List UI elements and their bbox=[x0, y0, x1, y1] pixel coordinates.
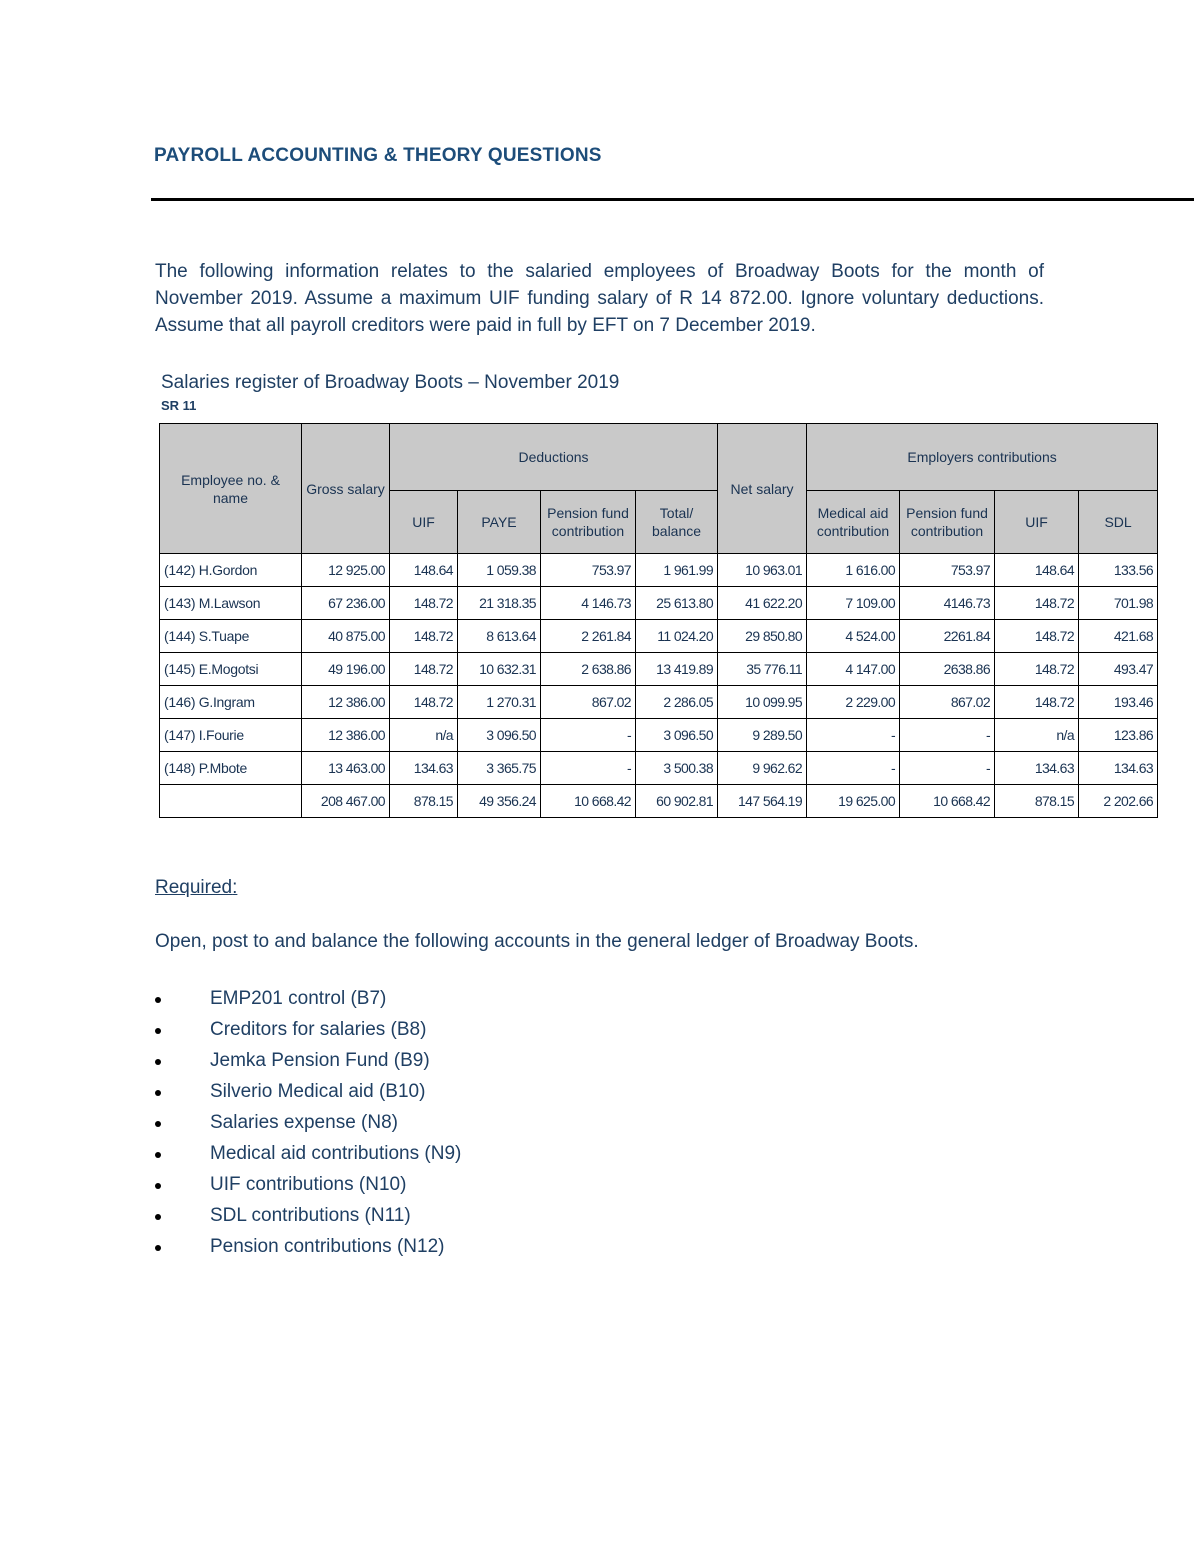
cell-gross: 49 196.00 bbox=[302, 653, 390, 686]
cell-net: 41 622.20 bbox=[718, 587, 807, 620]
total-net: 147 564.19 bbox=[718, 785, 807, 818]
cell-emp-uif: 148.64 bbox=[995, 554, 1079, 587]
total-paye: 49 356.24 bbox=[458, 785, 541, 818]
header-total-balance: Total/ balance bbox=[636, 491, 718, 554]
cell-net: 35 776.11 bbox=[718, 653, 807, 686]
list-item bbox=[155, 1234, 461, 1265]
list-item bbox=[155, 1110, 461, 1141]
list-item bbox=[155, 986, 461, 1017]
register-code: SR 11 bbox=[161, 398, 197, 413]
cell-medical: 4 524.00 bbox=[807, 620, 900, 653]
header-net-salary: Net salary bbox=[718, 424, 807, 554]
employee-name-cell: (147) I.Fourie bbox=[160, 719, 302, 752]
accounts-list bbox=[155, 986, 461, 1265]
table-row bbox=[160, 587, 1158, 620]
cell-emp-pension: 2261.84 bbox=[900, 620, 995, 653]
intro-paragraph: The following information relates to the salaried employees of Broadway Boots for the month of November 2019. Assume a maximum UIF funding salary of R 14 872.00. Ignore voluntary deductions. Assume that all payroll creditors were paid in full by EFT on 7 December 2019. bbox=[155, 261, 1044, 336]
header-employer-uif: UIF bbox=[995, 491, 1079, 554]
table-row bbox=[160, 752, 1158, 785]
total-gross: 208 467.00 bbox=[302, 785, 390, 818]
cell-emp-pension: - bbox=[900, 752, 995, 785]
account-label: UIF contributions (N10) bbox=[210, 1174, 407, 1195]
cell-pension: 867.02 bbox=[541, 686, 636, 719]
header-medical-aid: Medical aid contribution bbox=[807, 491, 900, 554]
employee-name-cell: (144) S.Tuape bbox=[160, 620, 302, 653]
cell-medical: - bbox=[807, 752, 900, 785]
cell-net: 29 850.80 bbox=[718, 620, 807, 653]
account-label: Pension contributions (N12) bbox=[210, 1236, 445, 1257]
cell-uif: n/a bbox=[390, 719, 458, 752]
header-sdl: SDL bbox=[1079, 491, 1158, 554]
salaries-register-table bbox=[159, 423, 1158, 818]
cell-emp-pension: 867.02 bbox=[900, 686, 995, 719]
totals-blank-cell bbox=[160, 785, 302, 818]
cell-net: 10 099.95 bbox=[718, 686, 807, 719]
bullet-icon bbox=[155, 1121, 161, 1127]
cell-sdl: 493.47 bbox=[1079, 653, 1158, 686]
list-item bbox=[155, 1048, 461, 1079]
cell-paye: 10 632.31 bbox=[458, 653, 541, 686]
account-label: Medical aid contributions (N9) bbox=[210, 1143, 462, 1164]
cell-emp-uif: 148.72 bbox=[995, 686, 1079, 719]
cell-pension: 753.97 bbox=[541, 554, 636, 587]
bullet-icon bbox=[155, 1090, 161, 1096]
cell-pension: - bbox=[541, 752, 636, 785]
cell-medical: 1 616.00 bbox=[807, 554, 900, 587]
cell-pension: - bbox=[541, 719, 636, 752]
cell-paye: 8 613.64 bbox=[458, 620, 541, 653]
cell-emp-uif: 148.72 bbox=[995, 587, 1079, 620]
cell-uif: 148.72 bbox=[390, 653, 458, 686]
header-uif: UIF bbox=[390, 491, 458, 554]
cell-sdl: 193.46 bbox=[1079, 686, 1158, 719]
table-row bbox=[160, 686, 1158, 719]
bullet-icon bbox=[155, 1183, 161, 1189]
cell-uif: 148.72 bbox=[390, 587, 458, 620]
cell-gross: 12 925.00 bbox=[302, 554, 390, 587]
total-medical: 19 625.00 bbox=[807, 785, 900, 818]
required-label: Required: bbox=[155, 877, 238, 898]
list-item bbox=[155, 1141, 461, 1172]
cell-net: 10 963.01 bbox=[718, 554, 807, 587]
cell-paye: 3 365.75 bbox=[458, 752, 541, 785]
account-label: Silverio Medical aid (B10) bbox=[210, 1081, 426, 1102]
cell-sdl: 133.56 bbox=[1079, 554, 1158, 587]
employee-name-cell: (145) E.Mogotsi bbox=[160, 653, 302, 686]
cell-total: 1 961.99 bbox=[636, 554, 718, 587]
account-label: Creditors for salaries (B8) bbox=[210, 1019, 427, 1040]
bullet-icon bbox=[155, 1059, 161, 1065]
account-label: EMP201 control (B7) bbox=[210, 988, 387, 1009]
cell-emp-uif: 134.63 bbox=[995, 752, 1079, 785]
table-row bbox=[160, 620, 1158, 653]
total-total: 60 902.81 bbox=[636, 785, 718, 818]
cell-gross: 12 386.00 bbox=[302, 686, 390, 719]
cell-emp-pension: 2638.86 bbox=[900, 653, 995, 686]
cell-gross: 40 875.00 bbox=[302, 620, 390, 653]
header-employers-contributions: Employers contributions bbox=[807, 424, 1158, 491]
table-row bbox=[160, 719, 1158, 752]
cell-pension: 4 146.73 bbox=[541, 587, 636, 620]
cell-total: 3 096.50 bbox=[636, 719, 718, 752]
total-emp-uif: 878.15 bbox=[995, 785, 1079, 818]
header-employee: Employee no. & name bbox=[160, 424, 302, 554]
cell-uif: 148.64 bbox=[390, 554, 458, 587]
cell-net: 9 289.50 bbox=[718, 719, 807, 752]
list-item bbox=[155, 1017, 461, 1048]
cell-emp-pension: 4146.73 bbox=[900, 587, 995, 620]
cell-emp-uif: 148.72 bbox=[995, 653, 1079, 686]
employee-name-cell: (143) M.Lawson bbox=[160, 587, 302, 620]
header-deductions: Deductions bbox=[390, 424, 718, 491]
cell-emp-uif: 148.72 bbox=[995, 620, 1079, 653]
bullet-icon bbox=[155, 1028, 161, 1034]
bullet-icon bbox=[155, 1245, 161, 1251]
cell-medical: - bbox=[807, 719, 900, 752]
total-uif: 878.15 bbox=[390, 785, 458, 818]
cell-total: 13 419.89 bbox=[636, 653, 718, 686]
cell-paye: 21 318.35 bbox=[458, 587, 541, 620]
bullet-icon bbox=[155, 997, 161, 1003]
bullet-icon bbox=[155, 1152, 161, 1158]
employee-name-cell: (142) H.Gordon bbox=[160, 554, 302, 587]
header-paye: PAYE bbox=[458, 491, 541, 554]
cell-uif: 148.72 bbox=[390, 686, 458, 719]
header-gross-salary: Gross salary bbox=[302, 424, 390, 554]
cell-uif: 148.72 bbox=[390, 620, 458, 653]
table-row bbox=[160, 653, 1158, 686]
cell-pension: 2 638.86 bbox=[541, 653, 636, 686]
cell-medical: 2 229.00 bbox=[807, 686, 900, 719]
table-row bbox=[160, 554, 1158, 587]
title-divider bbox=[151, 198, 1194, 201]
cell-gross: 67 236.00 bbox=[302, 587, 390, 620]
cell-paye: 1 270.31 bbox=[458, 686, 541, 719]
cell-pension: 2 261.84 bbox=[541, 620, 636, 653]
cell-gross: 12 386.00 bbox=[302, 719, 390, 752]
bullet-icon bbox=[155, 1214, 161, 1220]
cell-total: 11 024.20 bbox=[636, 620, 718, 653]
page-title: PAYROLL ACCOUNTING & THEORY QUESTIONS bbox=[154, 145, 602, 166]
cell-total: 3 500.38 bbox=[636, 752, 718, 785]
cell-sdl: 123.86 bbox=[1079, 719, 1158, 752]
total-emp-pension: 10 668.42 bbox=[900, 785, 995, 818]
list-item bbox=[155, 1172, 461, 1203]
employee-name-cell: (148) P.Mbote bbox=[160, 752, 302, 785]
cell-gross: 13 463.00 bbox=[302, 752, 390, 785]
cell-net: 9 962.62 bbox=[718, 752, 807, 785]
account-label: Jemka Pension Fund (B9) bbox=[210, 1050, 430, 1071]
cell-emp-uif: n/a bbox=[995, 719, 1079, 752]
header-employer-pension: Pension fund contribution bbox=[900, 491, 995, 554]
instruction-text: Open, post to and balance the following accounts in the general ledger of Broadway Boots. bbox=[155, 931, 919, 952]
header-pension: Pension fund contribution bbox=[541, 491, 636, 554]
register-title: Salaries register of Broadway Boots – November 2019 bbox=[161, 372, 620, 393]
cell-paye: 1 059.38 bbox=[458, 554, 541, 587]
total-pension: 10 668.42 bbox=[541, 785, 636, 818]
total-sdl: 2 202.66 bbox=[1079, 785, 1158, 818]
cell-sdl: 421.68 bbox=[1079, 620, 1158, 653]
cell-sdl: 134.63 bbox=[1079, 752, 1158, 785]
cell-medical: 7 109.00 bbox=[807, 587, 900, 620]
cell-uif: 134.63 bbox=[390, 752, 458, 785]
account-label: Salaries expense (N8) bbox=[210, 1112, 398, 1133]
list-item bbox=[155, 1079, 461, 1110]
list-item bbox=[155, 1203, 461, 1234]
cell-sdl: 701.98 bbox=[1079, 587, 1158, 620]
account-label: SDL contributions (N11) bbox=[210, 1205, 411, 1226]
cell-total: 2 286.05 bbox=[636, 686, 718, 719]
totals-row bbox=[160, 785, 1158, 818]
cell-emp-pension: - bbox=[900, 719, 995, 752]
cell-paye: 3 096.50 bbox=[458, 719, 541, 752]
cell-total: 25 613.80 bbox=[636, 587, 718, 620]
cell-medical: 4 147.00 bbox=[807, 653, 900, 686]
employee-name-cell: (146) G.Ingram bbox=[160, 686, 302, 719]
cell-emp-pension: 753.97 bbox=[900, 554, 995, 587]
